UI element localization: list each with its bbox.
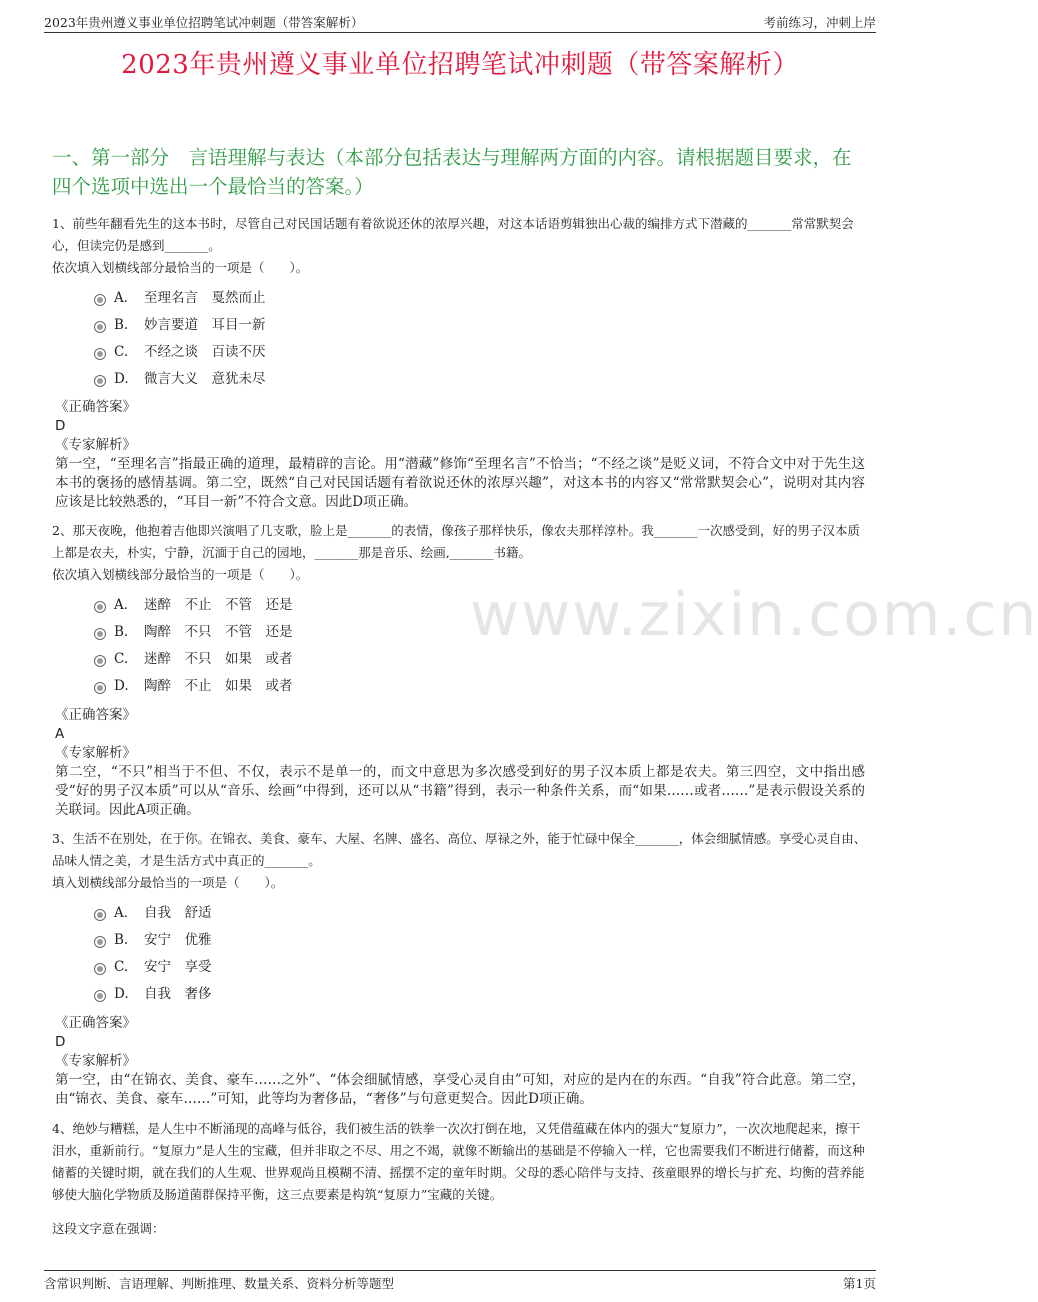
option-text: 安宁 优雅 bbox=[144, 932, 212, 948]
option-text: 陶醉 不止 如果 或者 bbox=[144, 678, 293, 694]
question-prompt: 依次填入划横线部分最恰当的一项是（ ）。 bbox=[52, 567, 309, 582]
option-letter: D. bbox=[114, 986, 129, 1002]
option-text: 妙言要道 耳目一新 bbox=[144, 317, 266, 333]
page-header bbox=[44, 10, 876, 33]
section-heading: 一、第一部分 言语理解与表达（本部分包括表达与理解两方面的内容。请根据题目要求，在四个选项中选出一个最恰当的答案。） bbox=[52, 146, 852, 198]
option-letter: B. bbox=[114, 932, 129, 948]
answer-block-2 bbox=[55, 706, 865, 820]
question-1 bbox=[52, 213, 867, 393]
option-text: 迷醉 不只 如果 或者 bbox=[144, 651, 293, 667]
radio-icon[interactable] bbox=[94, 909, 106, 921]
answer-value: D bbox=[55, 1034, 66, 1050]
analysis-label: 《专家解析》 bbox=[55, 437, 136, 453]
answer-label: 《正确答案》 bbox=[55, 707, 136, 723]
option-d[interactable] bbox=[52, 366, 867, 393]
option-letter: A． bbox=[114, 290, 138, 306]
option-b[interactable] bbox=[52, 619, 867, 646]
option-b[interactable] bbox=[52, 927, 867, 954]
answer-label: 《正确答案》 bbox=[55, 399, 136, 415]
page-footer bbox=[44, 1270, 876, 1295]
option-c[interactable] bbox=[52, 339, 867, 366]
radio-icon[interactable] bbox=[94, 628, 106, 640]
option-text: 自我 奢侈 bbox=[144, 986, 212, 1002]
option-letter: A． bbox=[114, 905, 138, 921]
radio-icon[interactable] bbox=[94, 936, 106, 948]
option-a[interactable] bbox=[52, 900, 867, 927]
radio-icon[interactable] bbox=[94, 321, 106, 333]
option-c[interactable] bbox=[52, 954, 867, 981]
radio-icon[interactable] bbox=[94, 294, 106, 306]
analysis-label: 《专家解析》 bbox=[55, 745, 136, 761]
answer-value: A bbox=[55, 726, 65, 742]
option-list bbox=[52, 900, 867, 1008]
option-text: 不经之谈 百读不厌 bbox=[144, 344, 266, 360]
answer-value: D bbox=[55, 418, 66, 434]
watermark: www.zixin.com.cn bbox=[470, 580, 1038, 650]
answer-block-3 bbox=[55, 1014, 865, 1109]
question-stem: 4、绝妙与糟糕，是人生中不断涌现的高峰与低谷，我们被生活的铁拳一次次打倒在地，又凭借蕴藏在体内的强大“复原力”，一次次地爬起来，擦干泪水，重新前行。“复原力”是人生的宝藏，但并非取之不尽、用之不竭，就像不断输出的基础是不停输入一样，它也需要我们不断进行储蓄，而这种储蓄的关键时期，就在我们的人生观、世界观尚且模糊不清、摇摆不定的童年时期。父母的悉心陪伴与支持、孩童眼界的增长与扩充、均衡的营养能够使大脑化学物质及肠道菌群保持平衡，这三点要素是构筑“复原力”宝藏的关键。 bbox=[52, 1121, 865, 1202]
analysis-text: 第二空，“不只”相当于不但、不仅，表示不是单一的，而文中意思为多次感受到好的男子汉本质上都是农夫。第三四空，文中指出感受“好的男子汉本质”可以从“音乐、绘画”中得到，还可以从“书籍”得到，表示一种条件关系，而“如果……或者……”是表示假设关系的关联词。因此A项正确。 bbox=[55, 764, 865, 818]
option-text: 自我 舒适 bbox=[144, 905, 212, 921]
option-text: 迷醉 不止 不管 还是 bbox=[144, 597, 293, 613]
question-stem: 2、那天夜晚，他抱着吉他即兴演唱了几支歌，脸上是_______的表情，像孩子那样快乐，像农夫那样淳朴。我_______一次感受到，好的男子汉本质上都是农夫，朴实，宁静，沉湎于自己的园地，_______那是音乐、绘画,_______书籍。 bbox=[52, 523, 860, 560]
question-2 bbox=[52, 520, 867, 700]
answer-label: 《正确答案》 bbox=[55, 1015, 136, 1031]
option-text: 至理名言 戛然而止 bbox=[144, 290, 266, 306]
option-b[interactable] bbox=[52, 312, 867, 339]
radio-icon[interactable] bbox=[94, 655, 106, 667]
question-4 bbox=[52, 1118, 867, 1240]
option-letter: B. bbox=[114, 624, 129, 640]
question-stem: 3、生活不在别处，在于你。在锦衣、美食、豪车、大屋、名牌、盛名、高位、厚禄之外，能于忙碌中保全_______，体会细腻情感。享受心灵自由、品味人情之美，才是生活方式中真正的_______。 bbox=[52, 831, 867, 868]
footer-note: 含常识判断、言语理解、判断推理、数量关系、资料分析等题型 bbox=[44, 1276, 395, 1291]
option-text: 微言大义 意犹未尽 bbox=[144, 371, 266, 387]
header-doc-title: 2023年贵州遵义事业单位招聘笔试冲刺题（带答案解析） bbox=[44, 15, 364, 30]
question-prompt: 依次填入划横线部分最恰当的一项是（ ）。 bbox=[52, 260, 309, 275]
option-d[interactable] bbox=[52, 673, 867, 700]
option-a[interactable] bbox=[52, 592, 867, 619]
option-letter: C. bbox=[114, 651, 129, 667]
option-letter: C. bbox=[114, 344, 129, 360]
option-list bbox=[52, 592, 867, 700]
question-stem: 1、前些年翻看先生的这本书时，尽管自己对民国话题有着欲说还休的浓厚兴趣，对这本话语剪辑独出心裁的编排方式下潜藏的_______常常默契会心，但读完仍是感到_______。 bbox=[52, 216, 854, 253]
radio-icon[interactable] bbox=[94, 682, 106, 694]
option-letter: D. bbox=[114, 371, 129, 387]
option-letter: C. bbox=[114, 959, 129, 975]
option-text: 安宁 享受 bbox=[144, 959, 212, 975]
analysis-text: 第一空，由“在锦衣、美食、豪车……之外”、“体会细腻情感，享受心灵自由”可知，对应的是内在的东西。“自我”符合此意。第二空，由“锦衣、美食、豪车……”可知，此等均为奢侈品，“奢侈”与句意更契合。因此D项正确。 bbox=[55, 1072, 865, 1107]
header-slogan: 考前练习，冲刺上岸 bbox=[763, 15, 876, 30]
page-number: 第1页 bbox=[843, 1276, 876, 1291]
question-prompt: 填入划横线部分最恰当的一项是（ ）。 bbox=[52, 875, 284, 890]
answer-block-1 bbox=[55, 398, 865, 512]
radio-icon[interactable] bbox=[94, 990, 106, 1002]
option-c[interactable] bbox=[52, 646, 867, 673]
question-3 bbox=[52, 828, 867, 1008]
option-letter: A． bbox=[114, 597, 138, 613]
option-letter: D. bbox=[114, 678, 129, 694]
analysis-label: 《专家解析》 bbox=[55, 1053, 136, 1069]
option-d[interactable] bbox=[52, 981, 867, 1008]
radio-icon[interactable] bbox=[94, 348, 106, 360]
page-title: 2023年贵州遵义事业单位招聘笔试冲刺题（带答案解析） bbox=[121, 50, 799, 80]
option-a[interactable] bbox=[52, 285, 867, 312]
analysis-text: 第一空，“至理名言”指最正确的道理，最精辟的言论。用“潜藏”修饰“至理名言”不恰当；“不经之谈”是贬义词，不符合文中对于先生这本书的褒扬的感情基调。第二空，既然“自己对民国话题有着欲说还休的浓厚兴趣”，对这本书的内容又“常常默契会心”，说明对其内容应该是比较熟悉的，“耳目一新”不符合文意。因此D项正确。 bbox=[55, 456, 865, 510]
radio-icon[interactable] bbox=[94, 375, 106, 387]
radio-icon[interactable] bbox=[94, 601, 106, 613]
option-list bbox=[52, 285, 867, 393]
radio-icon[interactable] bbox=[94, 963, 106, 975]
option-text: 陶醉 不只 不管 还是 bbox=[144, 624, 293, 640]
option-letter: B. bbox=[114, 317, 129, 333]
question-prompt: 这段文字意在强调： bbox=[52, 1221, 165, 1236]
